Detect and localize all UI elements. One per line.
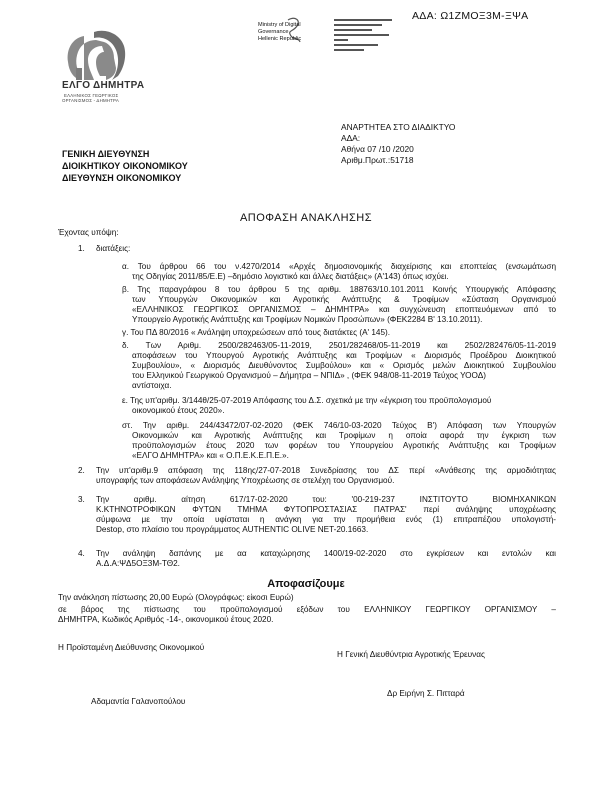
item-text: Την αριθμ. αίτηση 617/17-02-2020 του: '00-219-237 ΙΝΣΤΙΤΟΥΤΟ ΒΙΟΜΗΧΑΝΙΚΩΝ (96, 495, 556, 504)
clause-line: γ. Του ΠΔ 80/2016 « Ανάληψη υποχρεώσεων από τους διατάκτες (Α' 145). (122, 328, 391, 337)
publication-note: ΑΝΑΡΤΗΤΕΑ ΣΤΟ ΔΙΑΔΙΚΤΥΟ (341, 122, 456, 132)
clause-line: οικονομικού έτους 2020». (132, 406, 225, 415)
clause-line: της Οδηγίας 2011/85/Ε.Ε) –δημόσιο λογιστικό και άλλες διατάξεις» (Α'143) όπως ισχύει. (132, 272, 449, 281)
department-line: ΔΙΕΥΘΥΝΣΗ ΟΙΚΟΝΟΜΙΚΟΥ (62, 173, 182, 183)
clause-line: «ΕΛΓΟ ΔΗΜΗΤΡΑ» και « Ο.Π.Ε.Κ.Ε.Π.Ε.». (132, 451, 289, 460)
issuing-department (62, 148, 188, 184)
decision-text: Την ανάκληση πίστωσης 20,00 Ευρώ (Ολογράφως: είκοσι Ευρώ) (58, 593, 294, 602)
ada-code: ΑΔΑ: Ω1ΖΜΟΞ3Μ-ΞΨΑ (412, 10, 529, 22)
item-number: 3. (78, 495, 85, 504)
clause-line: Υπουργείο Αγροτικής Ανάπτυξης και Τροφίμων Νομικών Προσώπων» (ΦΕΚ2284 Β' 13.10.2011). (132, 315, 483, 324)
decision-text: σε βάρος της πίστωσης του προϋπολογισμού εξόδων του ΕΛΛΗΝΙΚΟΥ ΓΕΩΡΓΙΚΟΥ ΟΡΓΑΝΙΣΜΟΥ – (58, 605, 556, 614)
signatory-left-role: Η Προϊσταμένη Διεύθυνσης Οικονομικού (58, 643, 205, 652)
item-number: 4. (78, 549, 85, 558)
clause-line: ε. Της υπ'αριθμ. 3/144θ/25-07-2019 Απόφασης του Δ.Σ. σχετικά με την «έγκριση του προϋπολογισμού (122, 396, 492, 405)
clause-line: α. Του άρθρου 66 του ν.4270/2014 «Αρχές δημοσιονομικής διαχείρισης και εποπτείας (ενσωμάτωση (122, 262, 556, 271)
signature-org-line: Ministry of Digital (258, 22, 301, 28)
clause-line: προϋπολογισμών έτους 2020 των φορέων του Υπουργείου Αγροτικής Ανάπτυξης και Τροφίμων (132, 441, 556, 450)
clause-line: Οικονομικών και Αγροτικής Ανάπτυξης και Τροφίμων η οποία αφορά την έγκριση των (132, 431, 556, 440)
clause-line: «ΕΛΛΗΝΙΚΟΣ ΓΕΩΡΓΙΚΟΣ ΟΡΓΑΝΙΣΜΟΣ – ΔΗΜΗΤΡΑ» και συγχώνευση εποπτευόμενων από το (132, 305, 556, 314)
item-text: υπογραφής των αποφάσεων Ανάληψης Υποχρέωσης σε στελέχη του Οργανισμού. (96, 476, 395, 485)
protocol-number: Αριθμ.Πρωτ.:51718 (341, 155, 414, 165)
signature-metadata (334, 18, 396, 54)
decision-text: ΔΗΜΗΤΡΑ, Κωδικός Αριθμός -14-, οικονομικού έτους 2020. (58, 615, 274, 624)
logo-title: ΕΛΓΟ ΔΗΜΗΤΡΑ (62, 80, 145, 91)
clause-line: αντίστοιχα. (132, 381, 172, 390)
intro-text: Έχοντας υπόψη: (58, 228, 119, 237)
logo-subtitle: ΟΡΓΑΝΙΣΜΟΣ - ΔΗΜΗΤΡΑ (62, 98, 119, 103)
clause-line: Συμβουλίου», « Διορισμός Διευθύνοντος Συμβούλου» και « Ορισμός μελών Διοικητικού Συμβουλίου (132, 361, 556, 370)
document-meta (341, 122, 455, 166)
clause-line: δ. Των Αριθμ. 2500/282463/05-11-2019, 2501/282468/05-11-2019 και 2502/282476/05-11-2019 (122, 341, 556, 350)
department-line: ΔΙΟΙΚΗΤΙΚΟΥ ΟΙΚΟΝΟΜΙΚΟΥ (62, 161, 188, 171)
clause-line: στ. Την αριθμ. 244/43472/07-02-2020 (ΦΕΚ 746/10-03-2020 Τεύχος Β') Απόφαση των Υπουργών (122, 421, 556, 430)
signatory-right-role: Η Γενική Διευθύντρια Αγροτικής Έρευνας (337, 650, 485, 659)
item-text: Α.Δ.Α:ΨΔ5ΟΞ3Μ-ΤΘ2. (96, 559, 180, 568)
decision-heading: Αποφασίζουμε (267, 578, 345, 590)
logo-subtitle: ΕΛΛΗΝΙΚΟΣ ΓΕΩΡΓΙΚΟΣ (64, 93, 119, 98)
signatory-left-name: Αδαμαντία Γαλανοπούλου (91, 697, 186, 706)
item-text: Destop, στο πλαίσιο του προγράμματος AUTHENTIC OLIVE NET-20.1663. (96, 525, 369, 534)
item-number: 2. (78, 466, 85, 475)
item-text: Την υπ'αριθμ.9 απόφαση της 118ης/27-07-2018 Συνεδρίασης του ΔΣ περί «Ανάθεσης της αρμοδιότητας (96, 466, 556, 475)
clause-line: αποφάσεων του Υπουργού Αγροτικής Ανάπτυξης και Τροφίμων « Διορισμός Προέδρου Διοικητικού (132, 351, 556, 360)
signature-org-line: Hellenic Republic (258, 36, 302, 42)
clause-line: β. Της παραγράφου 8 του άρθρου 5 της αριθμ. 188763/10.101.2011 Κοινής Υπουργικής Απόφασης (122, 285, 556, 294)
clause-line: του Ελληνικού Γεωργικού Οργανισμού – Δήμητρα – ΝΠΙΔ» , (ΦΕΚ 948/08-11-2019 Τεύχος ΥΟΟΔ) (132, 371, 486, 380)
signatory-right-name: Δρ Ειρήνη Σ. Πιτταρά (387, 689, 465, 698)
item-text: σύμφωνα με την οποία υφίσταται η ανάγκη για την προμήθεια ενός (1) επιτραπέζιου υπολογιστή- (96, 515, 556, 524)
item-number: 1. (78, 244, 85, 253)
item-text: Την ανάληψη δαπάνης με αα καταχώρησης 1400/19-02-2020 στο εγκρίσεων και εντολών και (96, 549, 556, 558)
document-date: Αθήνα 07 /10 /2020 (341, 144, 414, 154)
ada-label: ΑΔΑ: (341, 133, 361, 143)
signature-org-line: Governance (258, 29, 289, 35)
item-text: διατάξεις: (96, 244, 131, 253)
item-text: Κ.ΚΤΗΝΟΤΡΟΦΙΚΩΝ ΦΥΤΩΝ ΤΜΗΜΑ ΦΥΤΟΠΡΟΣΤΑΣΙΑΣ ΠΑΤΡΑΣ' περί ανάληψης υποχρέωσης (96, 505, 556, 514)
document-title: ΑΠΟΦΑΣΗ ΑΝΑΚΛΗΣΗΣ (239, 212, 373, 224)
digital-signature-org (258, 22, 301, 43)
department-line: ΓΕΝΙΚΗ ΔΙΕΥΘΥΝΣΗ (62, 149, 150, 159)
clause-line: των Υπουργών Οικονομικών και Αγροτικής Ανάπτυξης & Τροφίμων «Σύσταση Οργανισμού (132, 295, 556, 304)
